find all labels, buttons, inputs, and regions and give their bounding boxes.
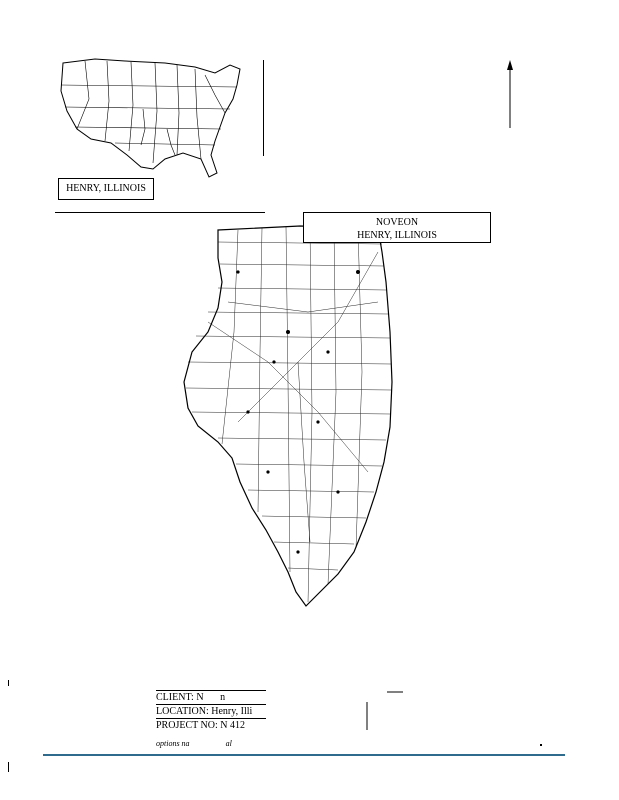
site-location: HENRY, ILLINOIS xyxy=(357,230,437,241)
notes-suffix: al xyxy=(225,739,232,748)
notes-line xyxy=(156,738,232,749)
title-block-rule xyxy=(156,704,266,705)
north-arrow-icon xyxy=(500,58,520,130)
illinois-state-map xyxy=(178,212,418,612)
title-block-rule xyxy=(156,690,266,691)
scan-mark xyxy=(540,744,542,746)
project-suffix: 412 xyxy=(230,720,245,731)
title-block-marks xyxy=(365,690,415,735)
inset-location-label: HENRY, ILLINOIS xyxy=(58,178,154,200)
scan-mark xyxy=(8,680,9,686)
project-label: PROJECT NO: N xyxy=(156,720,228,731)
title-block-rule xyxy=(156,718,266,719)
scan-mark xyxy=(8,762,9,772)
footer-rule xyxy=(43,754,565,756)
site-location-box xyxy=(303,212,491,243)
vertical-divider xyxy=(263,60,264,156)
site-name: NOVEON xyxy=(375,217,419,228)
usa-inset-map xyxy=(55,55,250,185)
client-line xyxy=(156,692,225,703)
client-label: CLIENT: N xyxy=(156,692,204,703)
title-block xyxy=(150,690,350,750)
project-line xyxy=(156,720,245,731)
location-line: LOCATION: Henry, Illi xyxy=(156,706,253,717)
client-suffix: n xyxy=(220,692,226,703)
notes-label: options na xyxy=(156,739,190,748)
